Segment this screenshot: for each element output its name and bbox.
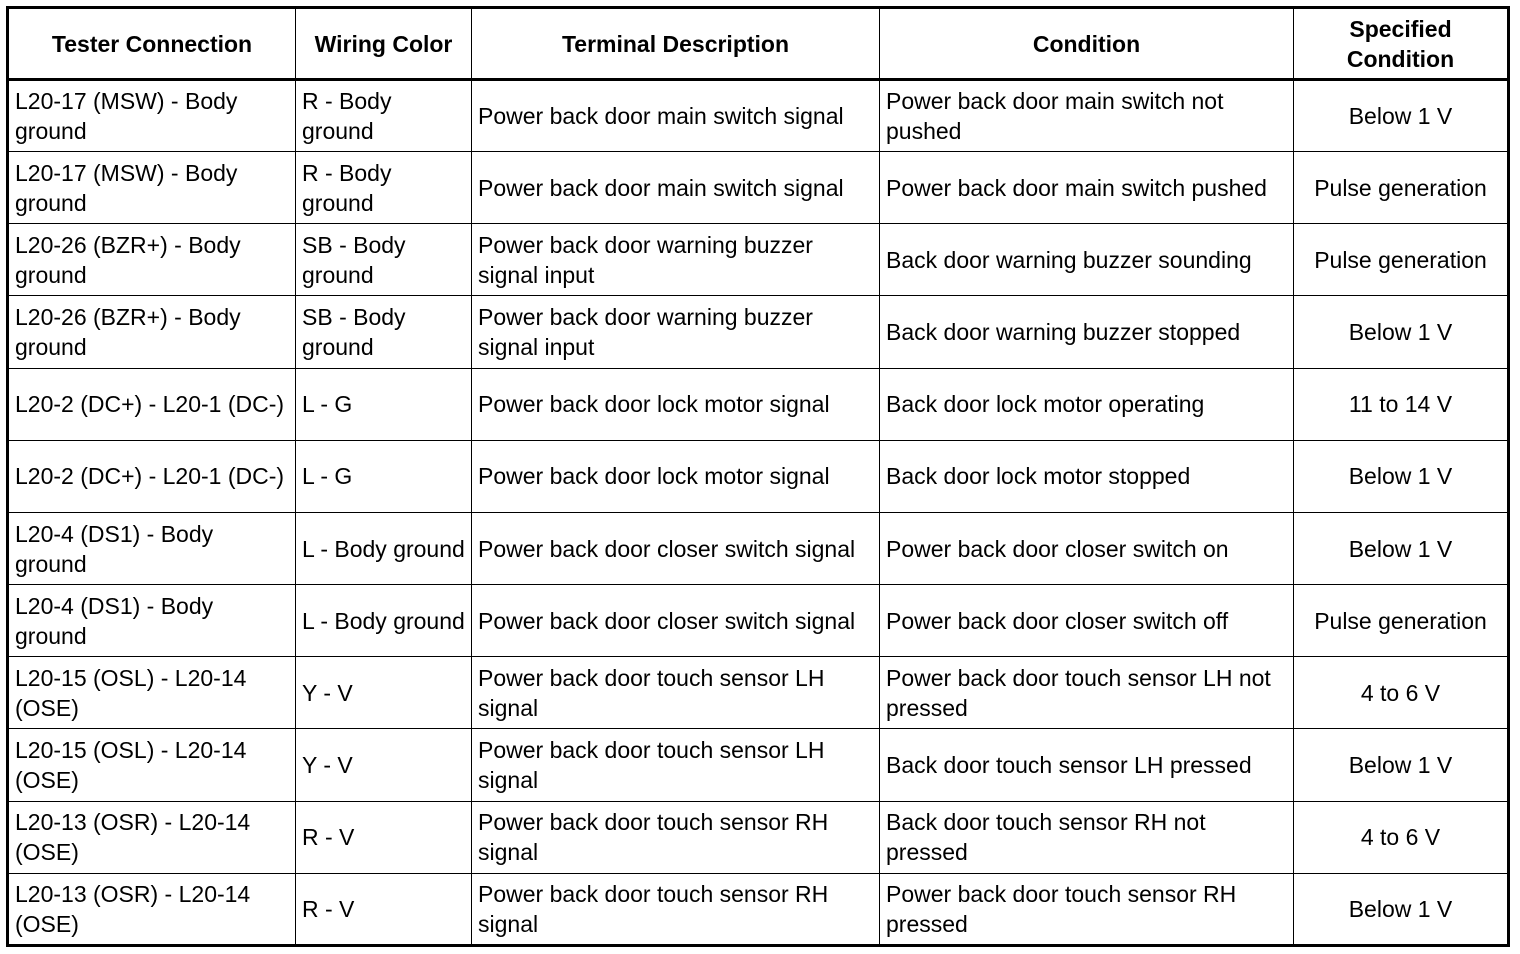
- cell-wiring-color: R - V: [296, 801, 472, 873]
- cell-terminal-description: Power back door lock motor signal: [472, 368, 880, 440]
- cell-condition: Power back door closer switch on: [880, 512, 1294, 584]
- table-row: [8, 296, 1509, 368]
- cell-specified-condition: Below 1 V: [1294, 80, 1509, 152]
- header-specified-condition: Specified Condition: [1294, 8, 1509, 80]
- cell-condition: Power back door main switch pushed: [880, 152, 1294, 224]
- cell-terminal-description: Power back door touch sensor LH signal: [472, 729, 880, 801]
- cell-wiring-color: Y - V: [296, 657, 472, 729]
- cell-specified-condition: Pulse generation: [1294, 585, 1509, 657]
- cell-terminal-description: Power back door main switch signal: [472, 152, 880, 224]
- cell-terminal-description: Power back door touch sensor LH signal: [472, 657, 880, 729]
- cell-condition: Back door touch sensor RH not pressed: [880, 801, 1294, 873]
- cell-specified-condition: Below 1 V: [1294, 440, 1509, 512]
- header-terminal-description: Terminal Description: [472, 8, 880, 80]
- cell-terminal-description: Power back door touch sensor RH signal: [472, 801, 880, 873]
- table-row: [8, 873, 1509, 945]
- cell-wiring-color: L - Body ground: [296, 585, 472, 657]
- header-tester-connection: Tester Connection: [8, 8, 296, 80]
- table-header: [8, 8, 1509, 80]
- cell-terminal-description: Power back door closer switch signal: [472, 585, 880, 657]
- table-row: [8, 368, 1509, 440]
- cell-wiring-color: R - Body ground: [296, 152, 472, 224]
- cell-condition: Power back door main switch not pushed: [880, 80, 1294, 152]
- table-row: [8, 80, 1509, 152]
- table-row: [8, 729, 1509, 801]
- cell-specified-condition: 4 to 6 V: [1294, 801, 1509, 873]
- table-row: [8, 224, 1509, 296]
- cell-tester-connection: L20-17 (MSW) - Body ground: [8, 80, 296, 152]
- table-row: [8, 801, 1509, 873]
- table-row: [8, 657, 1509, 729]
- cell-specified-condition: Below 1 V: [1294, 512, 1509, 584]
- cell-terminal-description: Power back door main switch signal: [472, 80, 880, 152]
- cell-tester-connection: L20-2 (DC+) - L20-1 (DC-): [8, 368, 296, 440]
- cell-specified-condition: Pulse generation: [1294, 152, 1509, 224]
- cell-tester-connection: L20-17 (MSW) - Body ground: [8, 152, 296, 224]
- cell-specified-condition: 4 to 6 V: [1294, 657, 1509, 729]
- table-row: [8, 440, 1509, 512]
- cell-specified-condition: Below 1 V: [1294, 296, 1509, 368]
- cell-tester-connection: L20-2 (DC+) - L20-1 (DC-): [8, 440, 296, 512]
- cell-terminal-description: Power back door touch sensor RH signal: [472, 873, 880, 945]
- table-body: [8, 80, 1509, 946]
- cell-condition: Back door warning buzzer sounding: [880, 224, 1294, 296]
- cell-condition: Back door lock motor operating: [880, 368, 1294, 440]
- cell-tester-connection: L20-4 (DS1) - Body ground: [8, 585, 296, 657]
- cell-condition: Power back door touch sensor LH not pressed: [880, 657, 1294, 729]
- cell-terminal-description: Power back door warning buzzer signal input: [472, 224, 880, 296]
- cell-wiring-color: L - G: [296, 440, 472, 512]
- cell-terminal-description: Power back door lock motor signal: [472, 440, 880, 512]
- cell-condition: Back door warning buzzer stopped: [880, 296, 1294, 368]
- terminal-spec-table: [6, 6, 1510, 947]
- cell-tester-connection: L20-13 (OSR) - L20-14 (OSE): [8, 801, 296, 873]
- cell-tester-connection: L20-26 (BZR+) - Body ground: [8, 296, 296, 368]
- cell-tester-connection: L20-26 (BZR+) - Body ground: [8, 224, 296, 296]
- cell-wiring-color: L - G: [296, 368, 472, 440]
- cell-specified-condition: Below 1 V: [1294, 729, 1509, 801]
- cell-condition: Power back door closer switch off: [880, 585, 1294, 657]
- cell-specified-condition: Pulse generation: [1294, 224, 1509, 296]
- cell-terminal-description: Power back door warning buzzer signal input: [472, 296, 880, 368]
- cell-tester-connection: L20-13 (OSR) - L20-14 (OSE): [8, 873, 296, 945]
- cell-condition: Power back door touch sensor RH pressed: [880, 873, 1294, 945]
- header-row: [8, 8, 1509, 80]
- cell-wiring-color: Y - V: [296, 729, 472, 801]
- header-wiring-color: Wiring Color: [296, 8, 472, 80]
- cell-wiring-color: R - V: [296, 873, 472, 945]
- table-row: [8, 152, 1509, 224]
- cell-condition: Back door touch sensor LH pressed: [880, 729, 1294, 801]
- header-condition: Condition: [880, 8, 1294, 80]
- table-row: [8, 512, 1509, 584]
- cell-wiring-color: R - Body ground: [296, 80, 472, 152]
- cell-tester-connection: L20-4 (DS1) - Body ground: [8, 512, 296, 584]
- cell-wiring-color: SB - Body ground: [296, 224, 472, 296]
- cell-wiring-color: L - Body ground: [296, 512, 472, 584]
- cell-terminal-description: Power back door closer switch signal: [472, 512, 880, 584]
- cell-specified-condition: Below 1 V: [1294, 873, 1509, 945]
- cell-tester-connection: L20-15 (OSL) - L20-14 (OSE): [8, 729, 296, 801]
- table-row: [8, 585, 1509, 657]
- cell-specified-condition: 11 to 14 V: [1294, 368, 1509, 440]
- cell-tester-connection: L20-15 (OSL) - L20-14 (OSE): [8, 657, 296, 729]
- cell-condition: Back door lock motor stopped: [880, 440, 1294, 512]
- cell-wiring-color: SB - Body ground: [296, 296, 472, 368]
